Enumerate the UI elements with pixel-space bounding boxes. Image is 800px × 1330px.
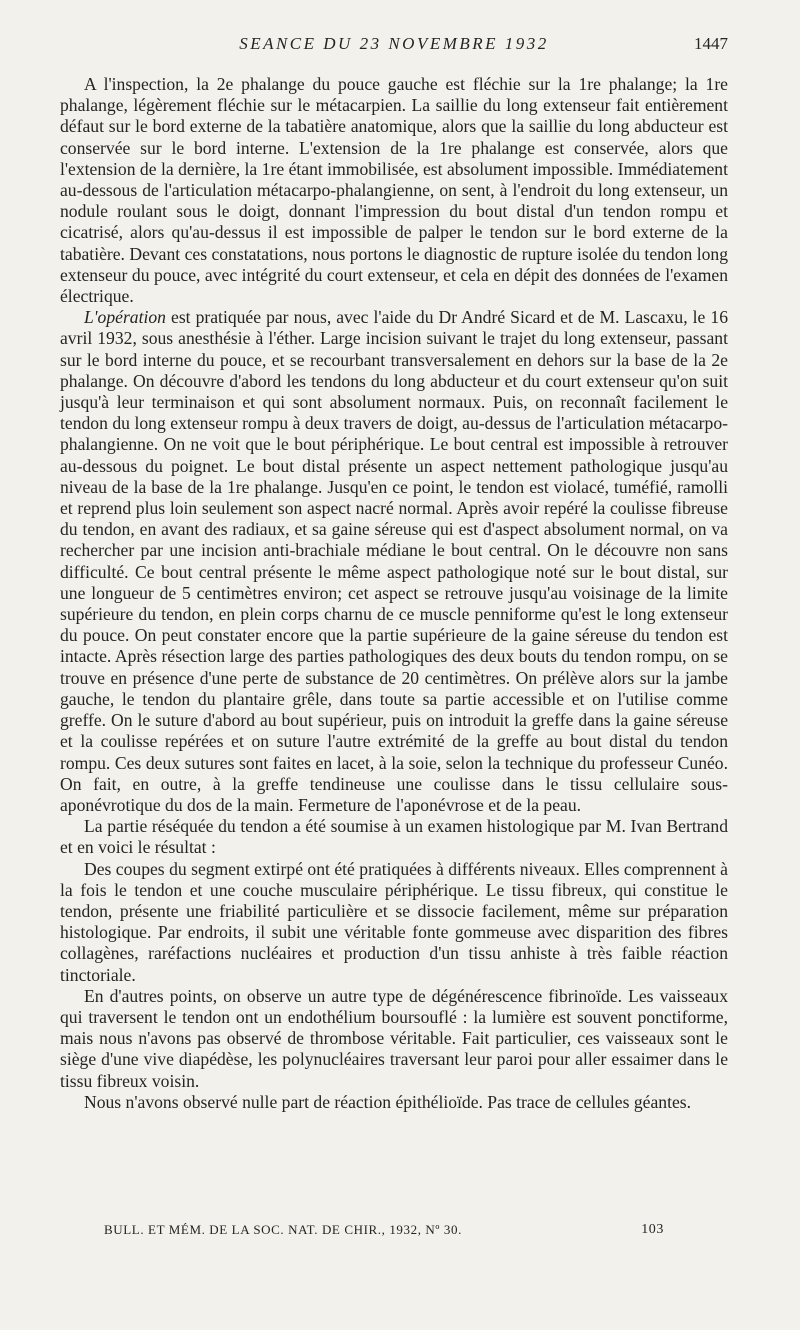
signature-number: 103	[641, 1222, 664, 1237]
body-text	[60, 74, 728, 1113]
paragraph-lead: L'opération	[84, 307, 166, 328]
paragraph-text: En d'autres points, on observe un autre type de dégénérescence fibrinoïde. Les vaisseaux qui traversent le tendon ont un endothélium boursouflé : la lumière est souvent ponctiforme, mais nous n'avons pas observé de thrombose véritable. Fait particulier, ces vaisseaux sont le siège d'une vive diapédèse, les polynucléaires traversant leur paroi pour aller essaimer dans le tissu fibreux voisin.	[60, 985, 728, 1091]
running-header	[60, 34, 728, 58]
page-number: 1447	[694, 34, 728, 53]
paragraph-text: Des coupes du segment extirpé ont été pratiquées à différents niveaux. Elles comprennent à la fois le tendon et une couche musculaire périphérique. Le tissu fibreux, qui constitue le tendon, présente une friabilité particulière et se dissocie facilement, même sur préparation histologique. Par endroits, il subit une véritable fonte gommeuse avec disparition des fibres collagènes, raréfactions nucléaires et production d'un tissu anhiste à très faible réaction tinctoriale.	[60, 858, 728, 985]
paragraph-conclusion	[60, 1092, 728, 1113]
paragraph-text: Nous n'avons observé nulle part de réaction épithélioïde. Pas trace de cellules géantes.	[84, 1091, 692, 1112]
paragraph-text: La partie réséquée du tendon a été soumise à un examen histologique par M. Ivan Bertrand et en voici le résultat :	[60, 816, 728, 858]
paragraph-operation	[60, 307, 728, 816]
paragraph-histology-intro	[60, 816, 728, 858]
paragraph-inspection	[60, 74, 728, 307]
paragraph-histology-sections	[60, 859, 728, 986]
running-title: SEANCE DU 23 NOVEMBRE 1932	[239, 34, 549, 53]
paragraph-text: est pratiquée par nous, avec l'aide du Dr André Sicard et de M. Lascaxu, le 16 avril 1932, sous anesthésie à l'éther. Large incision suivant le trajet du long extenseur, passant sur le bord interne du pouce, et se recourbant transversalement en dehors sur la base de la 2e phalange. On découvre d'abord les tendons du long abducteur et du court extenseur qu'on suit jusqu'à leur terminaison et qui sont absolument normaux. Puis, on reconnaît facilement le tendon du long extenseur rompu à deux travers de doigt, au-dessus de l'articulation métacarpo-phalangienne. On ne voit que le bout périphérique. Le bout central est impossible à retrouver au-dessous du poignet. Le bout distal présente un aspect nettement pathologique jusqu'au niveau de la base de la 1re phalange. Jusqu'en ce point, le tendon est violacé, tuméfié, ramolli et reprend plus loin seulement son aspect nacré normal. Après avoir repéré la coulisse fibreuse du tendon, en avant des radiaux, et sa gaine séreuse qui est d'aspect absolument normal, on va rechercher par une incision anti-brachiale médiane le bout central. On le découvre non sans difficulté. Ce bout central présente le même aspect pathologique noté sur le bout distal, sur une longueur de 5 centimètres environ; cet aspect se retrouve jusqu'au voisinage de la limite supérieure du tendon, en plein corps charnu de ce muscle penniforme qu'est le long extenseur du pouce. On peut constater encore que la partie supérieure de la gaine séreuse du tendon est intacte. Après résection large des parties pathologiques des deux bouts du tendon rompu, on se trouve en présence d'une perte de substance de 20 centimètres. On prélève alors sur la jambe gauche, le tendon du plantaire grêle, dans toute sa partie accessible et on l'utilise comme greffe. On le suture d'abord au bout supérieur, puis on introduit la greffe dans la gaine séreuse et la coulisse repérées et on suture l'autre extrémité de la greffe au bout distal du tendon rompu. Ces deux sutures sont faites en lacet, à la soie, selon la technique du professeur Cunéo. On fait, en outre, à la greffe tendineuse une coulisse dans le tissu cellulaire sous-aponévrotique du dos de la main. Fermeture de l'aponévrose et de la peau.	[60, 307, 728, 815]
paragraph-text: A l'inspection, la 2e phalange du pouce gauche est fléchie sur la 1re phalange; la 1re phalange, légèrement fléchie sur le métacarpien. La saillie du long extenseur fait entièrement défaut sur le bord externe de la tabatière anatomique, alors que la saillie du long abducteur est conservée sur le bord interne. L'extension de la 1re phalange est conservée, alors que l'extension de la dernière, la 1re étant immobilisée, est absolument impossible. Immédiatement au-dessous de l'articulation métacarpo-phalangienne, on sent, à l'endroit du long extenseur, un nodule roulant sous le doigt, donnant l'impression du bout distal d'un tendon rompu et cicatrisé, alors qu'au-dessus il est impossible de palper le tendon sur le bord externe de la tabatière. Devant ces constatations, nous portons le diagnostic de rupture isolée du tendon long extenseur du pouce, avec intégrité du court extenseur, et cela en dépit des données de l'examen électrique.	[60, 74, 728, 307]
journal-citation: BULL. ET MÉM. DE LA SOC. NAT. DE CHIR., 1932, Nº 30.	[104, 1222, 462, 1237]
paragraph-degeneration	[60, 986, 728, 1092]
